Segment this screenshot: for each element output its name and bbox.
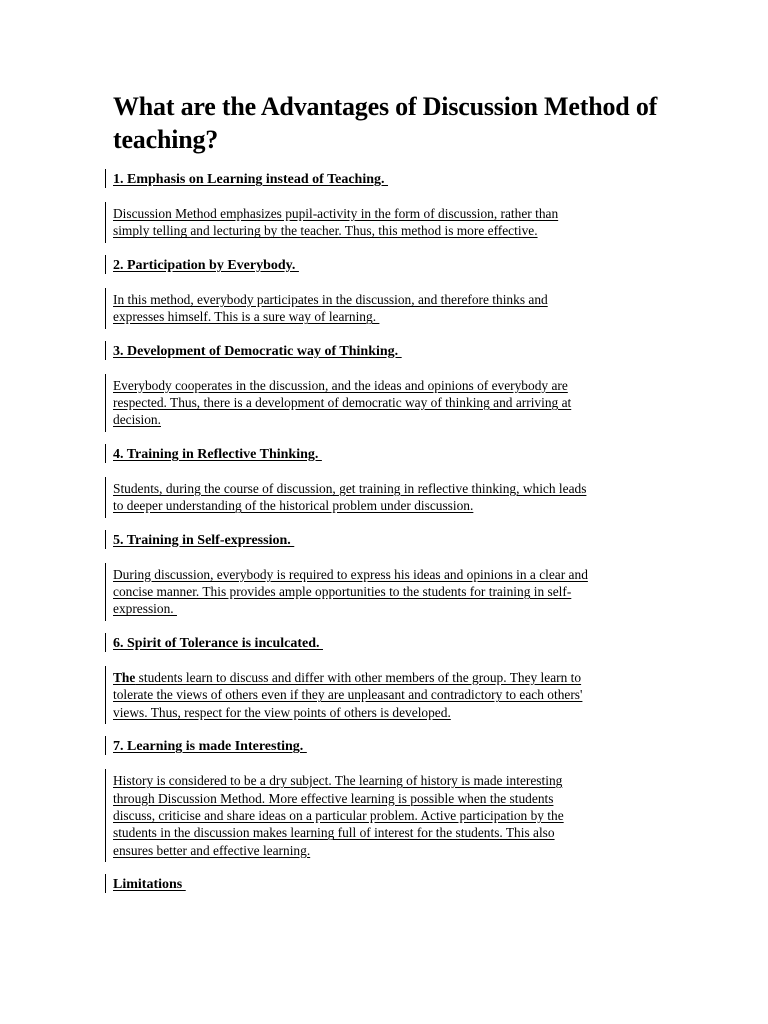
section-heading-text: 4. Training in Reflective Thinking. [113,446,322,462]
change-bar [105,563,106,621]
section-heading-text: 1. Emphasis on Learning instead of Teaching. [113,172,389,187]
section-paragraph [113,669,673,721]
change-bar [105,341,106,360]
section-limitations [113,876,673,893]
paragraph-line: Discussion Method emphasizes pupil-activity in the form of discussion, rather than [113,206,559,221]
change-bar [105,736,106,755]
section-heading [113,738,673,755]
section-paragraph [113,205,673,240]
section-heading-text: 7. Learning is made Interesting. [113,739,307,755]
change-bar [105,169,106,188]
section-paragraph [113,480,673,515]
section-heading-text: 5. Training in Self-expression. [113,532,295,548]
paragraph-line-text: students learn to discuss and differ with other members of the group. They learn to [135,669,582,685]
change-bar [105,202,106,243]
document-page [113,90,673,910]
section-5 [113,532,673,618]
paragraph-line: expression. [113,601,177,617]
paragraph-line: ensures better and effective learning. [113,842,311,858]
change-bar [105,530,106,549]
section-heading [113,876,673,893]
paragraph-line: respected. Thus, there is a development of democratic way of thinking and arriving at [113,395,572,411]
section-heading [113,171,673,188]
change-bar [105,874,106,893]
section-paragraph [113,772,673,859]
section-6 [113,635,673,721]
section-1 [113,171,673,240]
paragraph-line: simply telling and lecturing by the teacher. Thus, this method is more effective. [113,223,538,239]
paragraph-line: to deeper understanding of the historical problem under discussion. [113,498,474,514]
section-3 [113,343,673,429]
change-bar [105,255,106,274]
section-heading [113,532,673,549]
section-heading-text: 2. Participation by Everybody. [113,257,299,273]
section-heading-text: 3. Development of Democratic way of Thinking. [113,343,402,359]
paragraph-line: students in the discussion makes learning full of interest for the students. This also [113,825,555,841]
section-7 [113,738,673,859]
paragraph-line [113,669,673,686]
change-bar [105,477,106,518]
paragraph-line: views. Thus, respect for the view points of others is developed. [113,704,451,720]
section-paragraph [113,566,673,618]
change-bar [105,633,106,652]
page-title: What are the Advantages of Discussion Method of teaching? [113,92,658,154]
paragraph-line: During discussion, everybody is required to express his ideas and opinions in a clear and [113,566,588,582]
section-heading-text: 6. Spirit of Tolerance is inculcated. [113,635,323,651]
change-bar [105,769,106,862]
change-bar [105,288,106,329]
section-heading-text: Limitations [113,877,186,893]
section-4 [113,446,673,515]
paragraph-line: History is considered to be a dry subject. The learning of history is made interesting [113,773,563,789]
change-bar [105,444,106,463]
paragraph-line: Students, during the course of discussion, get training in reflective thinking, which leads [113,480,587,496]
section-heading [113,343,673,360]
section-paragraph [113,377,673,429]
paragraph-line: discuss, criticise and share ideas on a particular problem. Active participation by the [113,807,564,823]
section-2 [113,257,673,326]
section-heading [113,257,673,274]
paragraph-line: decision. [113,412,161,428]
paragraph-line: concise manner. This provides ample opportunities to the students for training in self- [113,584,572,600]
section-paragraph [113,291,673,326]
paragraph-lead-word: The [113,669,136,685]
paragraph-line: In this method, everybody participates in the discussion, and therefore thinks and [113,291,548,307]
change-bar [105,374,106,432]
section-heading [113,635,673,652]
paragraph-line: through Discussion Method. More effective learning is possible when the students [113,790,554,806]
paragraph-line: tolerate the views of others even if they are unpleasant and contradictory to each others' [113,687,583,703]
section-heading [113,446,673,463]
change-bar [105,666,106,724]
paragraph-line: Everybody cooperates in the discussion, and the ideas and opinions of everybody are [113,377,568,393]
paragraph-line: expresses himself. This is a sure way of learning. [113,309,380,325]
